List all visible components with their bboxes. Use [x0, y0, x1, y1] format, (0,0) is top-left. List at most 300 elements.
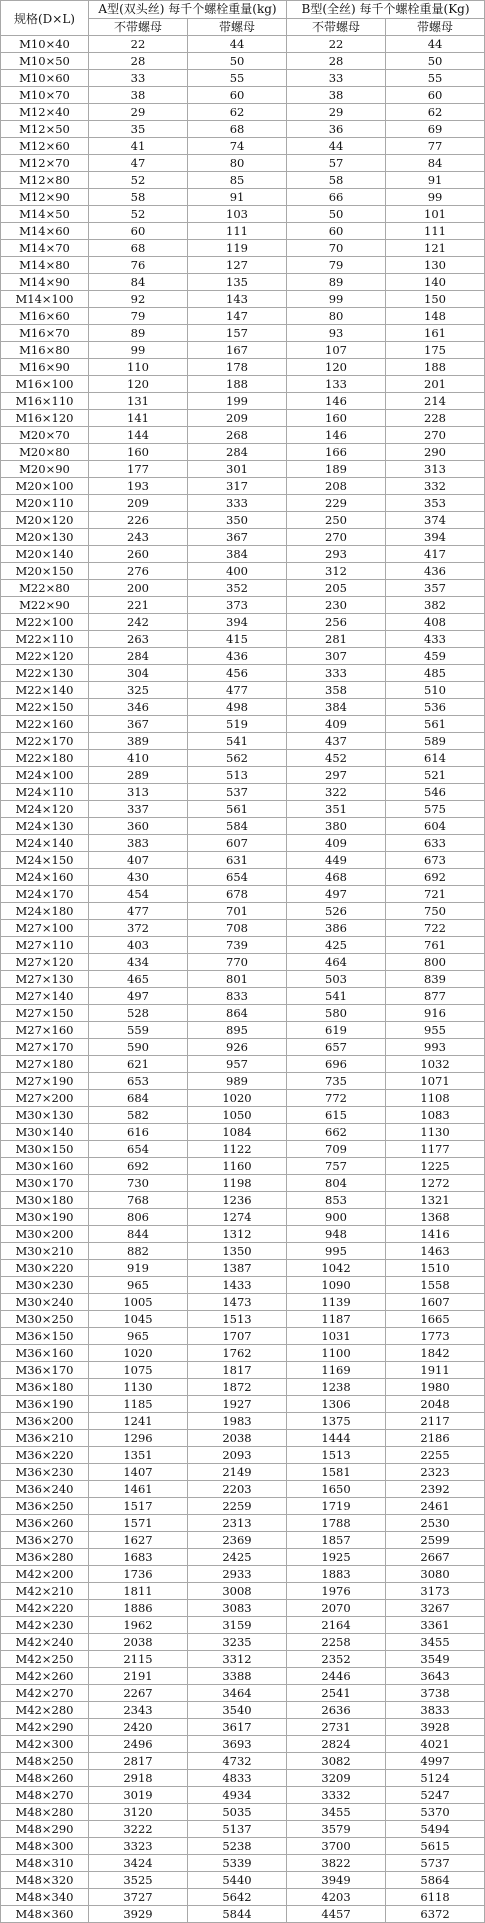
type-a-group-header: A型(双头丝) 每千个螺栓重量(kg) [89, 1, 287, 19]
a-with-nut-cell: 631 [188, 852, 287, 869]
b-with-nut-cell: 722 [386, 920, 485, 937]
b-with-nut-cell: 433 [386, 631, 485, 648]
table-row [1, 1481, 485, 1498]
a-without-nut-cell: 200 [89, 580, 188, 597]
b-without-nut-cell: 358 [287, 682, 386, 699]
b-with-nut-cell: 4997 [386, 1753, 485, 1770]
a-without-nut-cell: 79 [89, 308, 188, 325]
a-with-nut-cell: 1236 [188, 1192, 287, 1209]
b-without-nut-cell: 541 [287, 988, 386, 1005]
a-without-nut-cell: 242 [89, 614, 188, 631]
table-row [1, 1447, 485, 1464]
b-without-nut-cell: 709 [287, 1141, 386, 1158]
b-with-nut-cell: 536 [386, 699, 485, 716]
b-with-nut-cell: 4021 [386, 1736, 485, 1753]
spec-cell: M48×360 [1, 1906, 89, 1923]
b-with-nut-cell: 575 [386, 801, 485, 818]
table-row [1, 852, 485, 869]
a-with-nut-cell: 584 [188, 818, 287, 835]
a-without-nut-cell: 260 [89, 546, 188, 563]
spec-cell: M20×90 [1, 461, 89, 478]
table-row [1, 733, 485, 750]
b-without-nut-cell: 1031 [287, 1328, 386, 1345]
table-row [1, 393, 485, 410]
b-with-nut-cell: 150 [386, 291, 485, 308]
table-row [1, 138, 485, 155]
spec-cell: M12×40 [1, 104, 89, 121]
table-row [1, 274, 485, 291]
a-without-nut-cell: 559 [89, 1022, 188, 1039]
b-without-nut-cell: 2731 [287, 1719, 386, 1736]
b-without-nut-cell: 1100 [287, 1345, 386, 1362]
b-without-nut-cell: 386 [287, 920, 386, 937]
b-with-nut-cell: 1911 [386, 1362, 485, 1379]
table-row [1, 1515, 485, 1532]
a-with-nut-cell: 519 [188, 716, 287, 733]
b-without-nut-cell: 1187 [287, 1311, 386, 1328]
b-with-nut-cell: 2392 [386, 1481, 485, 1498]
a-without-nut-cell: 410 [89, 750, 188, 767]
a-with-nut-cell: 85 [188, 172, 287, 189]
spec-cell: M48×340 [1, 1889, 89, 1906]
a-with-nut-cell: 352 [188, 580, 287, 597]
spec-cell: M12×80 [1, 172, 89, 189]
a-without-nut-cell: 29 [89, 104, 188, 121]
spec-cell: M30×170 [1, 1175, 89, 1192]
spec-cell: M24×130 [1, 818, 89, 835]
a-without-nut-cell: 434 [89, 954, 188, 971]
b-without-nut-cell: 853 [287, 1192, 386, 1209]
b-without-nut-cell: 1883 [287, 1566, 386, 1583]
a-without-nut-cell: 684 [89, 1090, 188, 1107]
spec-cell: M24×100 [1, 767, 89, 784]
spec-cell: M36×150 [1, 1328, 89, 1345]
a-without-nut-cell: 477 [89, 903, 188, 920]
b-without-nut-cell: 3822 [287, 1855, 386, 1872]
spec-cell: M30×160 [1, 1158, 89, 1175]
a-with-nut-cell: 562 [188, 750, 287, 767]
table-row [1, 1039, 485, 1056]
b-with-nut-cell: 521 [386, 767, 485, 784]
spec-cell: M20×130 [1, 529, 89, 546]
a-without-nut-cell: 965 [89, 1277, 188, 1294]
b-without-nut-cell: 1976 [287, 1583, 386, 1600]
table-row [1, 1345, 485, 1362]
table-row [1, 682, 485, 699]
a-with-nut-header: 带螺母 [188, 18, 287, 36]
b-without-nut-cell: 735 [287, 1073, 386, 1090]
b-with-nut-cell: 175 [386, 342, 485, 359]
table-row [1, 988, 485, 1005]
b-with-nut-cell: 77 [386, 138, 485, 155]
b-without-nut-cell: 36 [287, 121, 386, 138]
a-without-nut-cell: 52 [89, 172, 188, 189]
spec-cell: M20×120 [1, 512, 89, 529]
b-with-nut-cell: 374 [386, 512, 485, 529]
a-with-nut-cell: 3388 [188, 1668, 287, 1685]
b-with-nut-cell: 2461 [386, 1498, 485, 1515]
table-row [1, 104, 485, 121]
a-without-nut-cell: 1461 [89, 1481, 188, 1498]
b-without-nut-cell: 425 [287, 937, 386, 954]
a-without-nut-cell: 3323 [89, 1838, 188, 1855]
b-with-nut-cell: 111 [386, 223, 485, 240]
table-row [1, 1141, 485, 1158]
b-without-nut-cell: 948 [287, 1226, 386, 1243]
b-with-nut-cell: 62 [386, 104, 485, 121]
b-with-nut-cell: 2255 [386, 1447, 485, 1464]
a-with-nut-cell: 2203 [188, 1481, 287, 1498]
table-row [1, 461, 485, 478]
b-with-nut-cell: 916 [386, 1005, 485, 1022]
table-row [1, 512, 485, 529]
table-row [1, 1311, 485, 1328]
b-without-nut-cell: 89 [287, 274, 386, 291]
b-with-nut-cell: 3173 [386, 1583, 485, 1600]
b-with-nut-cell: 60 [386, 87, 485, 104]
b-without-nut-cell: 1857 [287, 1532, 386, 1549]
a-with-nut-cell: 926 [188, 1039, 287, 1056]
table-row [1, 87, 485, 104]
b-with-nut-cell: 91 [386, 172, 485, 189]
a-with-nut-cell: 127 [188, 257, 287, 274]
b-without-nut-cell: 497 [287, 886, 386, 903]
b-with-nut-cell: 313 [386, 461, 485, 478]
a-without-nut-cell: 454 [89, 886, 188, 903]
spec-cell: M36×180 [1, 1379, 89, 1396]
b-without-nut-cell: 351 [287, 801, 386, 818]
b-with-nut-cell: 3928 [386, 1719, 485, 1736]
table-row [1, 1753, 485, 1770]
b-without-nut-cell: 107 [287, 342, 386, 359]
a-with-nut-cell: 199 [188, 393, 287, 410]
b-with-nut-cell: 214 [386, 393, 485, 410]
spec-cell: M42×280 [1, 1702, 89, 1719]
a-without-nut-cell: 2918 [89, 1770, 188, 1787]
b-without-nut-cell: 270 [287, 529, 386, 546]
b-with-nut-cell: 1558 [386, 1277, 485, 1294]
table-row [1, 1855, 485, 1872]
table-row [1, 1532, 485, 1549]
a-without-nut-cell: 430 [89, 869, 188, 886]
b-without-nut-cell: 50 [287, 206, 386, 223]
a-with-nut-cell: 895 [188, 1022, 287, 1039]
b-without-nut-cell: 293 [287, 546, 386, 563]
a-without-nut-cell: 22 [89, 36, 188, 53]
b-with-nut-cell: 2530 [386, 1515, 485, 1532]
a-with-nut-cell: 68 [188, 121, 287, 138]
table-row [1, 359, 485, 376]
table-row [1, 155, 485, 172]
b-without-nut-cell: 189 [287, 461, 386, 478]
a-without-nut-cell: 337 [89, 801, 188, 818]
spec-cell: M48×290 [1, 1821, 89, 1838]
table-row [1, 36, 485, 53]
a-without-nut-cell: 590 [89, 1039, 188, 1056]
a-without-nut-cell: 68 [89, 240, 188, 257]
b-without-nut-cell: 4457 [287, 1906, 386, 1923]
table-row [1, 665, 485, 682]
a-without-nut-cell: 226 [89, 512, 188, 529]
a-with-nut-cell: 2259 [188, 1498, 287, 1515]
b-without-nut-cell: 526 [287, 903, 386, 920]
b-without-nut-cell: 250 [287, 512, 386, 529]
b-without-nut-cell: 160 [287, 410, 386, 427]
b-without-nut-cell: 580 [287, 1005, 386, 1022]
b-with-nut-cell: 99 [386, 189, 485, 206]
b-without-nut-cell: 99 [287, 291, 386, 308]
b-with-nut-cell: 382 [386, 597, 485, 614]
table-body [1, 36, 485, 1923]
table-row [1, 70, 485, 87]
table-row [1, 1175, 485, 1192]
a-without-nut-cell: 882 [89, 1243, 188, 1260]
a-with-nut-cell: 4833 [188, 1770, 287, 1787]
spec-cell: M42×290 [1, 1719, 89, 1736]
spec-cell: M42×220 [1, 1600, 89, 1617]
a-with-nut-cell: 3464 [188, 1685, 287, 1702]
a-without-nut-cell: 193 [89, 478, 188, 495]
b-without-nut-cell: 1444 [287, 1430, 386, 1447]
table-row [1, 1396, 485, 1413]
table-row [1, 1549, 485, 1566]
a-with-nut-cell: 60 [188, 87, 287, 104]
spec-cell: M14×60 [1, 223, 89, 240]
b-without-nut-cell: 307 [287, 648, 386, 665]
a-with-nut-cell: 678 [188, 886, 287, 903]
spec-cell: M36×220 [1, 1447, 89, 1464]
a-with-nut-cell: 1387 [188, 1260, 287, 1277]
a-without-nut-cell: 289 [89, 767, 188, 784]
b-without-nut-cell: 70 [287, 240, 386, 257]
b-with-nut-cell: 993 [386, 1039, 485, 1056]
a-without-nut-cell: 403 [89, 937, 188, 954]
header-row-groups [1, 1, 485, 19]
b-without-nut-cell: 281 [287, 631, 386, 648]
spec-cell: M30×220 [1, 1260, 89, 1277]
b-with-nut-cell: 2599 [386, 1532, 485, 1549]
a-without-nut-cell: 3929 [89, 1906, 188, 1923]
a-with-nut-cell: 2149 [188, 1464, 287, 1481]
table-row [1, 1073, 485, 1090]
b-without-nut-cell: 4203 [287, 1889, 386, 1906]
a-with-nut-cell: 2313 [188, 1515, 287, 1532]
spec-cell: M36×160 [1, 1345, 89, 1362]
table-row [1, 1413, 485, 1430]
a-without-nut-cell: 2191 [89, 1668, 188, 1685]
spec-cell: M48×260 [1, 1770, 89, 1787]
a-without-nut-cell: 141 [89, 410, 188, 427]
a-with-nut-cell: 167 [188, 342, 287, 359]
b-with-nut-cell: 1773 [386, 1328, 485, 1345]
a-without-nut-cell: 58 [89, 189, 188, 206]
a-with-nut-cell: 3693 [188, 1736, 287, 1753]
b-with-nut-cell: 1980 [386, 1379, 485, 1396]
a-without-nut-cell: 2343 [89, 1702, 188, 1719]
a-without-nut-cell: 99 [89, 342, 188, 359]
b-with-nut-cell: 1130 [386, 1124, 485, 1141]
b-with-nut-cell: 3080 [386, 1566, 485, 1583]
table-row [1, 478, 485, 495]
b-with-nut-cell: 394 [386, 529, 485, 546]
spec-cell: M48×300 [1, 1838, 89, 1855]
spec-cell: M22×150 [1, 699, 89, 716]
b-without-nut-cell: 384 [287, 699, 386, 716]
a-with-nut-cell: 1160 [188, 1158, 287, 1175]
b-with-nut-cell: 1177 [386, 1141, 485, 1158]
spec-cell: M30×200 [1, 1226, 89, 1243]
b-without-nut-cell: 80 [287, 308, 386, 325]
a-with-nut-cell: 1513 [188, 1311, 287, 1328]
b-without-nut-cell: 2446 [287, 1668, 386, 1685]
table-row [1, 1668, 485, 1685]
spec-cell: M10×70 [1, 87, 89, 104]
spec-cell: M24×150 [1, 852, 89, 869]
a-with-nut-cell: 317 [188, 478, 287, 495]
a-without-nut-cell: 41 [89, 138, 188, 155]
b-without-nut-cell: 449 [287, 852, 386, 869]
b-with-nut-cell: 510 [386, 682, 485, 699]
spec-cell: M27×140 [1, 988, 89, 1005]
b-without-nut-cell: 1306 [287, 1396, 386, 1413]
b-with-nut-cell: 84 [386, 155, 485, 172]
table-row [1, 308, 485, 325]
b-without-nut-cell: 3082 [287, 1753, 386, 1770]
a-with-nut-cell: 2933 [188, 1566, 287, 1583]
spec-cell: M36×240 [1, 1481, 89, 1498]
table-row [1, 1787, 485, 1804]
table-row [1, 767, 485, 784]
spec-cell: M16×100 [1, 376, 89, 393]
table-row [1, 750, 485, 767]
spec-cell: M20×100 [1, 478, 89, 495]
table-row [1, 1702, 485, 1719]
b-without-nut-cell: 230 [287, 597, 386, 614]
b-without-nut-cell: 44 [287, 138, 386, 155]
a-without-nut-cell: 209 [89, 495, 188, 512]
b-without-nut-cell: 322 [287, 784, 386, 801]
b-with-nut-cell: 121 [386, 240, 485, 257]
b-with-nut-cell: 148 [386, 308, 485, 325]
b-with-nut-cell: 1071 [386, 1073, 485, 1090]
b-with-nut-cell: 3549 [386, 1651, 485, 1668]
a-without-nut-cell: 84 [89, 274, 188, 291]
a-without-nut-cell: 389 [89, 733, 188, 750]
a-without-nut-cell: 1407 [89, 1464, 188, 1481]
table-row [1, 937, 485, 954]
a-with-nut-cell: 3235 [188, 1634, 287, 1651]
table-row [1, 342, 485, 359]
a-without-nut-cell: 1296 [89, 1430, 188, 1447]
a-with-nut-cell: 119 [188, 240, 287, 257]
b-with-nut-cell: 761 [386, 937, 485, 954]
a-without-nut-cell: 1886 [89, 1600, 188, 1617]
table-row [1, 1005, 485, 1022]
a-with-nut-cell: 739 [188, 937, 287, 954]
a-with-nut-cell: 701 [188, 903, 287, 920]
table-row [1, 1294, 485, 1311]
spec-cell: M20×150 [1, 563, 89, 580]
b-without-nut-cell: 146 [287, 427, 386, 444]
a-with-nut-cell: 74 [188, 138, 287, 155]
b-without-nut-cell: 3700 [287, 1838, 386, 1855]
a-without-nut-cell: 1571 [89, 1515, 188, 1532]
spec-cell: M10×60 [1, 70, 89, 87]
b-with-nut-cell: 5370 [386, 1804, 485, 1821]
table-row [1, 1328, 485, 1345]
b-with-nut-cell: 633 [386, 835, 485, 852]
a-with-nut-cell: 1312 [188, 1226, 287, 1243]
b-with-nut-cell: 5124 [386, 1770, 485, 1787]
spec-cell: M14×90 [1, 274, 89, 291]
a-without-nut-cell: 1241 [89, 1413, 188, 1430]
a-with-nut-cell: 80 [188, 155, 287, 172]
b-without-nut-cell: 208 [287, 478, 386, 495]
a-without-nut-cell: 47 [89, 155, 188, 172]
a-with-nut-cell: 513 [188, 767, 287, 784]
spec-cell: M42×200 [1, 1566, 89, 1583]
spec-cell: M36×260 [1, 1515, 89, 1532]
a-without-nut-cell: 806 [89, 1209, 188, 1226]
b-without-nut-cell: 58 [287, 172, 386, 189]
b-without-nut-cell: 205 [287, 580, 386, 597]
table-row [1, 784, 485, 801]
a-without-nut-cell: 465 [89, 971, 188, 988]
spec-cell: M24×170 [1, 886, 89, 903]
spec-cell: M36×280 [1, 1549, 89, 1566]
b-with-nut-cell: 1083 [386, 1107, 485, 1124]
a-with-nut-cell: 561 [188, 801, 287, 818]
a-with-nut-cell: 1122 [188, 1141, 287, 1158]
spec-cell: M27×150 [1, 1005, 89, 1022]
a-with-nut-cell: 55 [188, 70, 287, 87]
table-row [1, 410, 485, 427]
b-without-nut-cell: 57 [287, 155, 386, 172]
spec-cell: M36×230 [1, 1464, 89, 1481]
b-without-nut-cell: 1139 [287, 1294, 386, 1311]
b-with-nut-cell: 2323 [386, 1464, 485, 1481]
b-with-nut-cell: 101 [386, 206, 485, 223]
a-with-nut-cell: 456 [188, 665, 287, 682]
b-with-nut-cell: 839 [386, 971, 485, 988]
a-with-nut-cell: 91 [188, 189, 287, 206]
a-with-nut-cell: 333 [188, 495, 287, 512]
a-without-nut-cell: 919 [89, 1260, 188, 1277]
b-with-nut-cell: 290 [386, 444, 485, 461]
a-with-nut-cell: 1473 [188, 1294, 287, 1311]
a-without-nut-cell: 1045 [89, 1311, 188, 1328]
a-without-nut-cell: 160 [89, 444, 188, 461]
spec-cell: M24×120 [1, 801, 89, 818]
a-without-nut-cell: 1351 [89, 1447, 188, 1464]
a-without-nut-cell: 1627 [89, 1532, 188, 1549]
a-without-nut-cell: 768 [89, 1192, 188, 1209]
b-without-nut-cell: 229 [287, 495, 386, 512]
a-with-nut-cell: 135 [188, 274, 287, 291]
a-without-nut-cell: 367 [89, 716, 188, 733]
table-row [1, 1379, 485, 1396]
a-without-nut-cell: 383 [89, 835, 188, 852]
table-row [1, 614, 485, 631]
a-with-nut-cell: 301 [188, 461, 287, 478]
a-without-nut-cell: 284 [89, 648, 188, 665]
a-without-nut-cell: 120 [89, 376, 188, 393]
a-with-nut-cell: 5440 [188, 1872, 287, 1889]
b-with-nut-cell: 3267 [386, 1600, 485, 1617]
a-with-nut-cell: 1350 [188, 1243, 287, 1260]
spec-cell: M22×140 [1, 682, 89, 699]
spec-cell: M16×110 [1, 393, 89, 410]
